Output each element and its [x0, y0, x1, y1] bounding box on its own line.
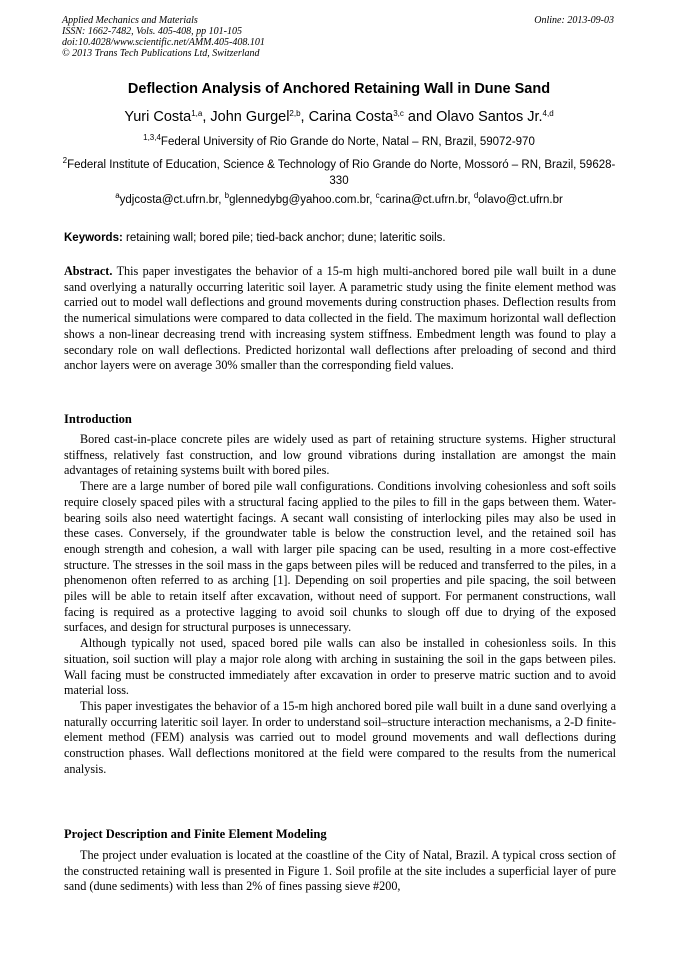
affiliation-marker: 2	[62, 156, 68, 165]
author-name: John Gurgel	[210, 109, 290, 125]
journal-issn: ISSN: 1662-7482, Vols. 405-408, pp 101-105	[62, 26, 242, 37]
author-affiliation-marker: 4,d	[542, 109, 554, 118]
author-name: Carina Costa	[308, 109, 394, 125]
keywords-label: Keywords:	[64, 232, 123, 244]
email-marker: c	[375, 191, 380, 200]
email-marker: d	[473, 191, 479, 200]
journal-name: Applied Mechanics and Materials	[62, 15, 198, 26]
section-heading-project: Project Description and Finite Element Modeling	[64, 827, 327, 841]
author-separator: and	[403, 109, 437, 125]
affiliation-text: Federal Institute of Education, Science & Technology of Rio Grande do Norte, Mossoró – RN, Brazil, 59628-330	[67, 159, 616, 187]
affiliation-text: Federal University of Rio Grande do Norte, Natal – RN, Brazil, 59072-970	[160, 136, 535, 148]
email-marker: b	[224, 191, 230, 200]
journal-header	[62, 15, 616, 59]
paragraph: The project under evaluation is located at the coastline of the City of Natal, Brazil. A typical cross section of the constructed retaining wall is presented in Figure 1. Soil profile at the site includes a superficial layer of pure sand (dune sediments) with less than 2% of fines passing sieve #200,	[64, 848, 616, 894]
paragraph: There are a large number of bored pile wall configurations. Conditions involving cohesionless and soft soils require closely spaced piles with a structural facing applied to the piles to fill in the gaps between them. Water-bearing soils also need watertight facings. A secant wall consisting of interlocking piles may also be used in these cases. Conversely, if the groundwater table is below the construction level, and the retained soil has enough strength and cohesion, a wall with larger pile spacing can be used, resulting in a more cost-effective structure. The stresses in the soil mass in the gaps between piles will be reduced and transferred to the piles, in a phenomenon often referred to as arching [1]. Depending on soil properties and pile spacing, the soil between piles will be able to retain itself after excavation, without need of support. For permanent constructions, wall facing is required as a protective lagging to avoid soil chunks to slough off due to drying of the exposed surfaces, and design for structural purposes is unnecessary.	[64, 479, 616, 635]
journal-copyright: © 2013 Trans Tech Publications Ltd, Switzerland	[62, 48, 260, 59]
author-affiliation-marker: 1,a	[191, 109, 203, 118]
abstract	[64, 264, 616, 374]
affiliation-1	[62, 133, 616, 148]
author-affiliation-marker: 3,c	[393, 109, 404, 118]
section-heading-introduction: Introduction	[64, 412, 132, 426]
email-marker: a	[115, 191, 120, 200]
paragraph: This paper investigates the behavior of a 15-m high anchored bored pile wall built in a dune sand overlying a naturally occurring lateritic soil layer. In order to understand soil–structure interaction mechanisms, a 2-D finite-element method (FEM) analysis was carried out to model ground movements and wall deflections during construction phases. Wall deflections monitored at the field were compared to the results from the numerical analysis.	[64, 698, 616, 776]
journal-doi[interactable]: doi:10.4028/www.scientific.net/AMM.405-408.101	[62, 37, 265, 48]
email-link[interactable]: glennedybg@yahoo.com.br,	[229, 194, 376, 206]
project-body	[64, 848, 616, 895]
abstract-text: This paper investigates the behavior of a 15-m high multi-anchored bored pile wall built in a dune sand overlying a naturally occurring lateritic soil layer. A parametric study using the finite element method was carried out to model wall deflections and ground movements during construction phases. Deflection results from the numerical simulations were compared to data collected in the field. The maximum horizontal wall deflection shows a non-linear decreasing trend with increasing system stiffness. Embedment length was found to play a secondary role on wall deflections. Predicted horizontal wall deflections after preloading of second and third anchor layers were on average 30% smaller than the corresponding field values.	[64, 264, 616, 373]
affiliation-marker: 1,3,4	[143, 133, 161, 142]
author-list	[62, 109, 616, 125]
author-name: Yuri Costa	[124, 109, 192, 125]
author-name: Olavo Santos Jr.	[436, 109, 543, 125]
author-separator: ,	[300, 109, 309, 125]
keywords-text: retaining wall; bored pile; tied-back anchor; dune; lateritic soils.	[122, 232, 446, 244]
email-link[interactable]: carina@ct.ufrn.br,	[379, 194, 474, 206]
paper-title: Deflection Analysis of Anchored Retaining Wall in Dune Sand	[127, 81, 551, 97]
introduction-body	[64, 432, 616, 777]
author-separator: ,	[202, 109, 211, 125]
email-link[interactable]: ydjcosta@ct.ufrn.br,	[119, 194, 225, 206]
paragraph: Although typically not used, spaced bored pile walls can also be installed in cohesionless soils. In this situation, soil suction will play a major role along with arching in sustaining the soil in the gaps between piles. Wall facing must be constructed immediately after excavation in order to preserve matric suction and to avoid material loss.	[64, 636, 616, 698]
keywords	[64, 232, 616, 244]
author-emails	[62, 191, 616, 206]
online-date: Online: 2013-09-03	[534, 15, 614, 26]
author-affiliation-marker: 2,b	[289, 109, 301, 118]
paragraph: Bored cast-in-place concrete piles are widely used as part of retaining structure systems. Higher structural stiffness, relatively fast construction, and low ground vibrations during installation are amongst the main advantages of retaining systems built with bored piles.	[64, 432, 616, 478]
affiliation-2	[62, 157, 616, 189]
email-link[interactable]: olavo@ct.ufrn.br	[478, 194, 563, 206]
abstract-label: Abstract.	[64, 264, 113, 278]
